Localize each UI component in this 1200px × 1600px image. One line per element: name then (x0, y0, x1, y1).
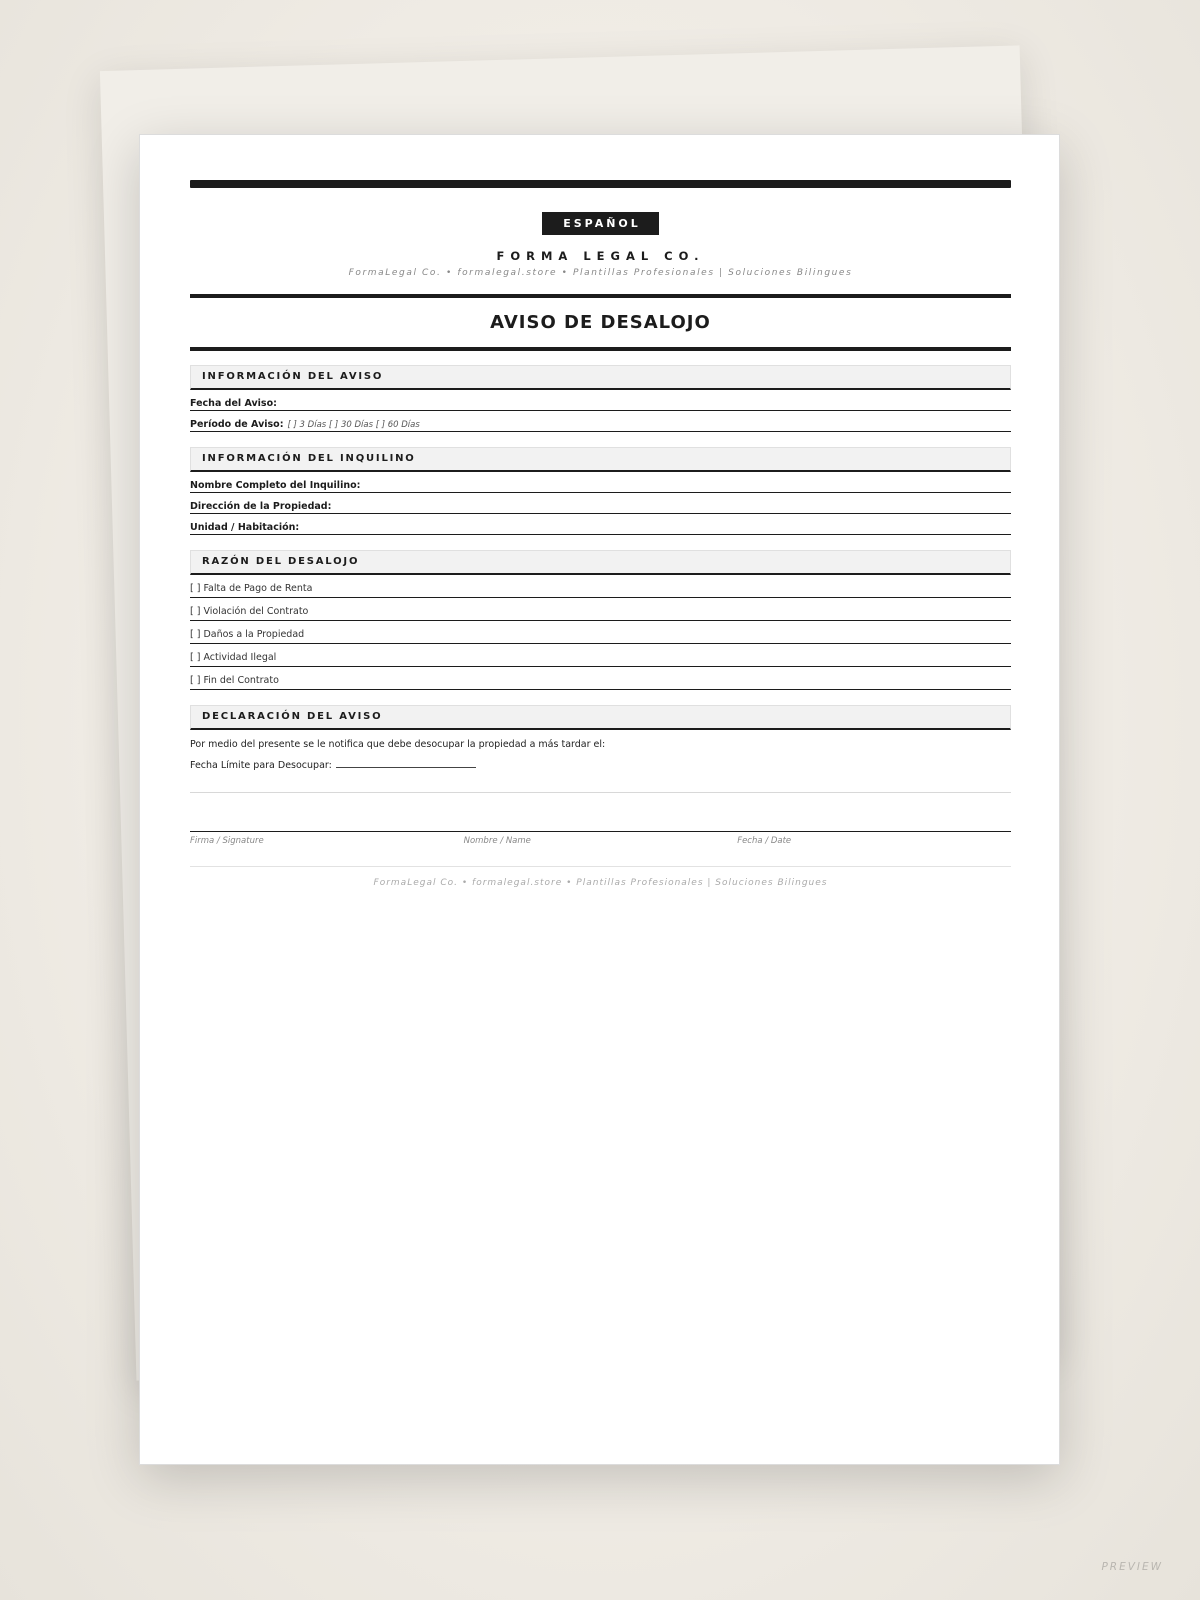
reason-item-nonpayment[interactable]: [ ] Falta de Pago de Renta (190, 575, 1011, 598)
notice-date-label: Fecha del Aviso: (190, 398, 277, 409)
reason-item-property-damage[interactable]: [ ] Daños a la Propiedad (190, 621, 1011, 644)
signature-line[interactable] (190, 831, 1011, 832)
signature-label: Firma / Signature (190, 836, 264, 846)
unit-field[interactable] (190, 514, 1011, 535)
tenant-name-field[interactable] (190, 472, 1011, 493)
language-badge: ESPAÑOL (542, 212, 659, 235)
notice-period-options[interactable]: [ ] 3 Días [ ] 30 Días [ ] 60 Días (287, 420, 420, 430)
property-address-label: Dirección de la Propiedad: (190, 501, 332, 512)
footer-divider (190, 866, 1011, 867)
signature-date-label: Fecha / Date (737, 836, 792, 846)
reason-item-contract-violation[interactable]: [ ] Violación del Contrato (190, 598, 1011, 621)
section-reason-header: RAZÓN DEL DESALOJO (190, 550, 1011, 575)
language-badge-wrap (190, 212, 1011, 235)
section-notice-info-header: INFORMACIÓN DEL AVISO (190, 365, 1011, 390)
declaration-text: Por medio del presente se le notifica que debe desocupar la propiedad a más tardar el: (190, 739, 606, 750)
signature-name-label: Nombre / Name (463, 836, 531, 846)
unit-label: Unidad / Habitación: (190, 522, 300, 533)
notice-period-field[interactable] (190, 411, 1011, 432)
signature-divider (190, 792, 1011, 793)
section-tenant-info-header: INFORMACIÓN DEL INQUILINO (190, 447, 1011, 472)
document-page (139, 134, 1060, 1465)
notice-date-field[interactable] (190, 390, 1011, 411)
reason-item-contract-end[interactable]: [ ] Fin del Contrato (190, 667, 1011, 690)
reason-item-illegal-activity[interactable]: [ ] Actividad Ilegal (190, 644, 1011, 667)
company-tagline: FormaLegal Co. • formalegal.store • Plantillas Profesionales | Soluciones Bilingues (348, 268, 853, 278)
preview-watermark: PREVIEW (1101, 1561, 1163, 1573)
section-declaration-header: DECLARACIÓN DEL AVISO (190, 705, 1011, 730)
notice-period-label: Período de Aviso: (190, 419, 284, 430)
property-address-field[interactable] (190, 493, 1011, 514)
deadline-label: Fecha Límite para Desocupar: (190, 760, 332, 771)
signature-labels (190, 836, 1011, 846)
footer-text: FormaLegal Co. • formalegal.store • Plantillas Profesionales | Soluciones Bilingues (373, 878, 828, 888)
title-rule-bottom (190, 347, 1011, 351)
tenant-name-label: Nombre Completo del Inquilino: (190, 480, 361, 491)
document-content (190, 180, 1011, 888)
company-name: FORMA LEGAL CO. (496, 249, 705, 263)
document-title: AVISO DE DESALOJO (490, 312, 711, 333)
deadline-line (190, 757, 1011, 771)
title-rule-top (190, 294, 1011, 298)
top-bar (190, 180, 1011, 188)
deadline-blank[interactable] (336, 757, 476, 768)
